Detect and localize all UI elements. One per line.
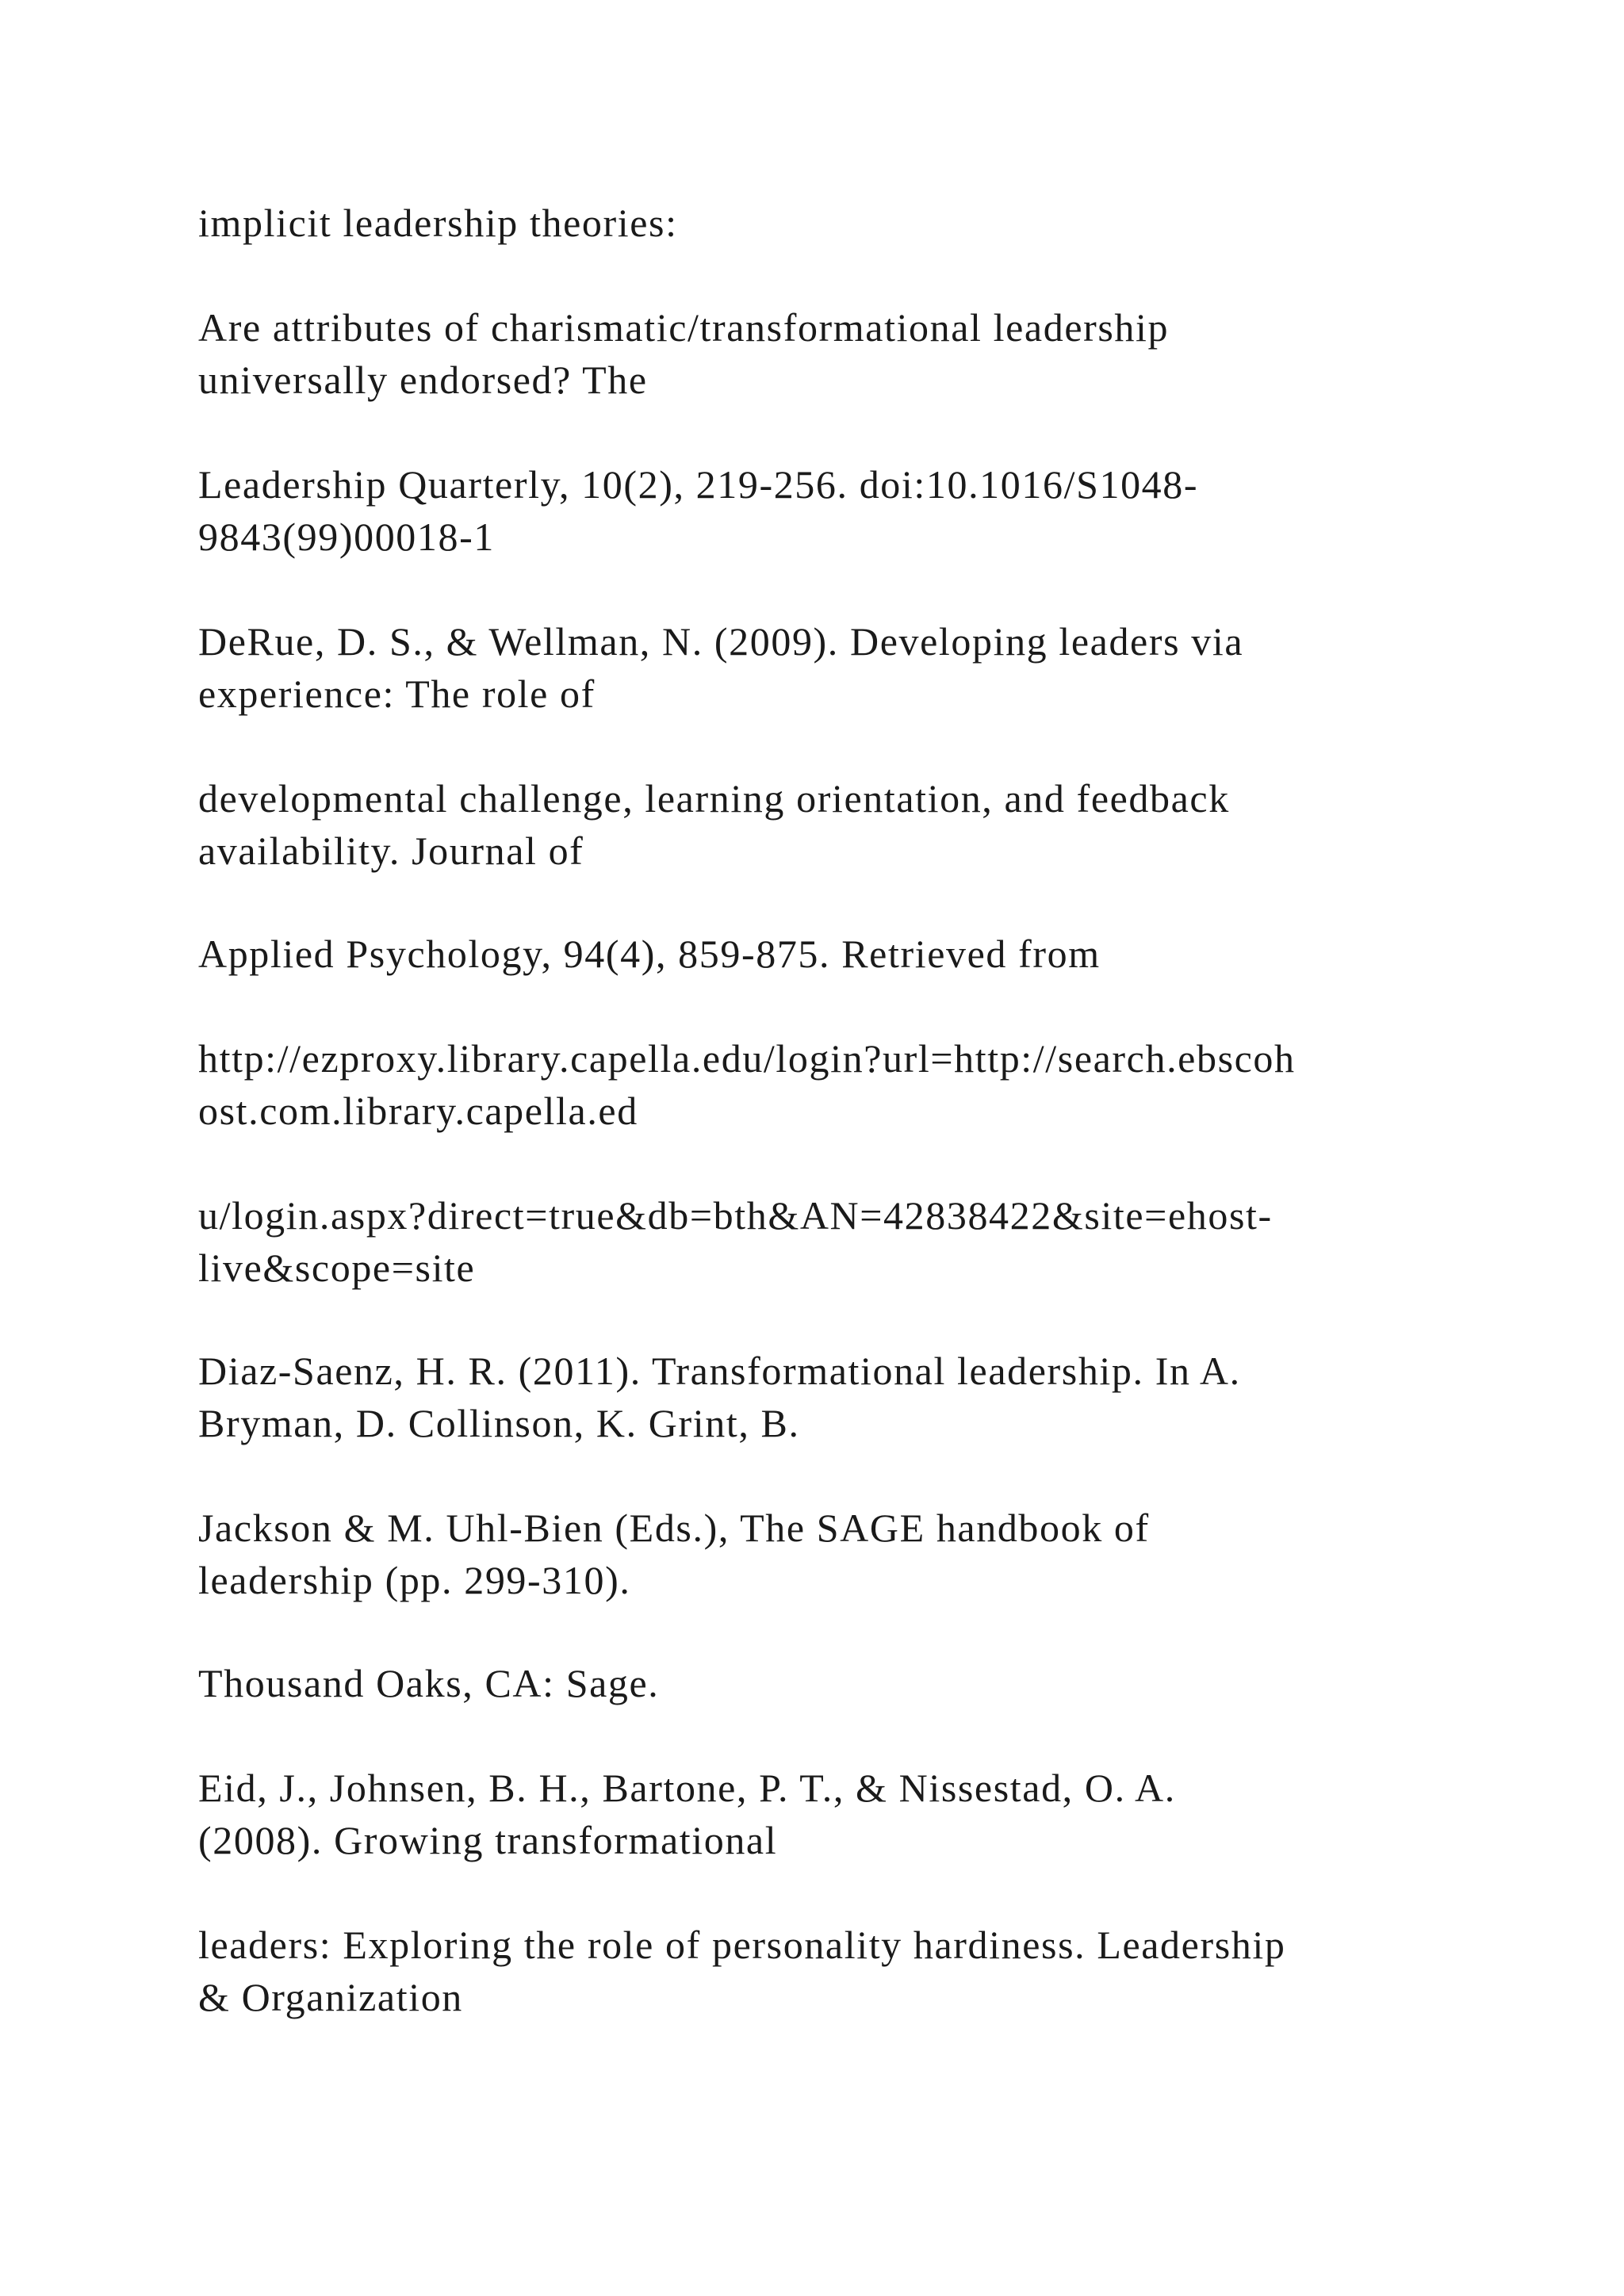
text-line: live&scope=site	[198, 1246, 476, 1290]
paragraph	[198, 1032, 1467, 1137]
text-line: availability. Journal of	[198, 828, 584, 873]
paragraph	[198, 772, 1467, 877]
text-line: Leadership Quarterly, 10(2), 219-256. doi:10.1016/S1048-	[198, 462, 1199, 507]
text-line: u/login.aspx?direct=true&db=bth&AN=42838422&site=ehost-	[198, 1193, 1273, 1238]
paragraph	[198, 458, 1467, 563]
text-line: DeRue, D. S., & Wellman, N. (2009). Developing leaders via	[198, 619, 1244, 664]
paragraph	[198, 1657, 1467, 1709]
text-line: & Organization	[198, 1975, 463, 2019]
paragraph	[198, 1345, 1467, 1449]
paragraph	[198, 197, 1467, 249]
paragraph	[198, 928, 1467, 980]
text-line: experience: The role of	[198, 672, 596, 716]
text-line: developmental challenge, learning orientation, and feedback	[198, 776, 1230, 821]
paragraph	[198, 301, 1467, 406]
text-line: ost.com.library.capella.ed	[198, 1089, 638, 1133]
text-line: 9843(99)00018-1	[198, 515, 495, 559]
text-line: Diaz-Saenz, H. R. (2011). Transformational leadership. In A.	[198, 1349, 1241, 1393]
paragraph	[198, 1189, 1467, 1294]
text-line: Are attributes of charismatic/transformational leadership	[198, 305, 1170, 350]
text-line: universally endorsed? The	[198, 358, 648, 402]
paragraph	[198, 615, 1467, 720]
text-line: Jackson & M. Uhl-Bien (Eds.), The SAGE handbook of	[198, 1506, 1150, 1550]
text-line: (2008). Growing transformational	[198, 1818, 778, 1862]
text-line: Applied Psychology, 94(4), 859-875. Retrieved from	[198, 932, 1101, 976]
text-line: Thousand Oaks, CA: Sage.	[198, 1661, 660, 1705]
text-line: leadership (pp. 299-310).	[198, 1558, 631, 1602]
text-line: Bryman, D. Collinson, K. Grint, B.	[198, 1401, 800, 1445]
paragraph	[198, 1502, 1467, 1606]
text-line: http://ezproxy.library.capella.edu/login?url=http://search.ebscoh	[198, 1036, 1296, 1081]
paragraph	[198, 1762, 1467, 1866]
text-line: leaders: Exploring the role of personality hardiness. Leadership	[198, 1923, 1286, 1967]
text-line: implicit leadership theories:	[198, 201, 678, 245]
paragraph	[198, 1919, 1467, 2023]
text-line: Eid, J., Johnsen, B. H., Bartone, P. T., & Nissestad, O. A.	[198, 1766, 1176, 1810]
